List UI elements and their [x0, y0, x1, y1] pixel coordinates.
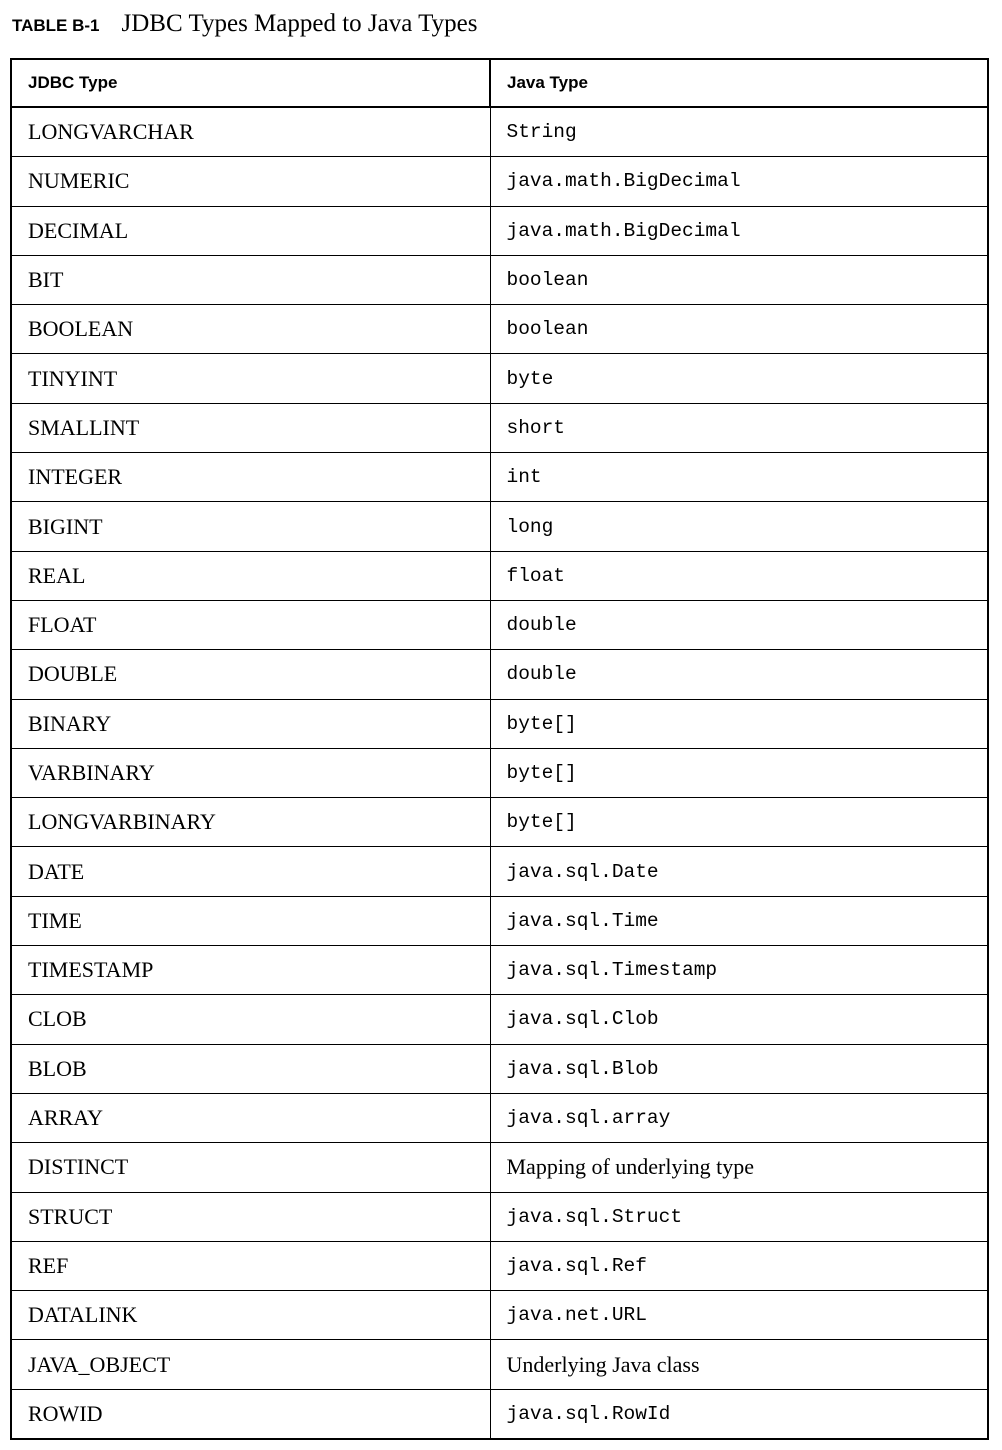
- table-row: [11, 1389, 988, 1439]
- jdbc-type-cell: REAL: [11, 551, 490, 600]
- jdbc-type-cell: ROWID: [11, 1389, 490, 1439]
- java-type-cell: byte[]: [490, 798, 988, 847]
- java-type-cell: byte[]: [490, 699, 988, 748]
- jdbc-type-cell: BOOLEAN: [11, 305, 490, 354]
- jdbc-type-cell: VARBINARY: [11, 748, 490, 797]
- java-type-cell: Mapping of underlying type: [490, 1143, 988, 1192]
- java-type-cell: java.sql.Blob: [490, 1044, 988, 1093]
- table-row: [11, 847, 988, 896]
- jdbc-type-cell: BIGINT: [11, 502, 490, 551]
- java-type-cell: byte[]: [490, 748, 988, 797]
- java-type-cell: double: [490, 650, 988, 699]
- jdbc-type-cell: REF: [11, 1241, 490, 1290]
- java-type-cell: boolean: [490, 255, 988, 304]
- table-row: [11, 255, 988, 304]
- jdbc-type-cell: TIMESTAMP: [11, 946, 490, 995]
- table-row: [11, 1044, 988, 1093]
- jdbc-type-cell: FLOAT: [11, 600, 490, 649]
- java-type-cell: java.net.URL: [490, 1291, 988, 1340]
- java-type-cell: java.sql.Time: [490, 896, 988, 945]
- jdbc-type-cell: STRUCT: [11, 1192, 490, 1241]
- table-row: [11, 748, 988, 797]
- table-row: [11, 1340, 988, 1389]
- jdbc-java-type-table: [10, 58, 989, 1440]
- jdbc-type-cell: DATE: [11, 847, 490, 896]
- table-row: [11, 896, 988, 945]
- jdbc-type-cell: CLOB: [11, 995, 490, 1044]
- java-type-cell: java.sql.RowId: [490, 1389, 988, 1439]
- jdbc-type-cell: NUMERIC: [11, 157, 490, 206]
- header-java-type: Java Type: [490, 59, 988, 107]
- table-row: [11, 107, 988, 157]
- java-type-cell: int: [490, 453, 988, 502]
- java-type-cell: long: [490, 502, 988, 551]
- jdbc-type-cell: INTEGER: [11, 453, 490, 502]
- table-row: [11, 453, 988, 502]
- jdbc-type-cell: ARRAY: [11, 1093, 490, 1142]
- jdbc-type-cell: BINARY: [11, 699, 490, 748]
- table-row: [11, 600, 988, 649]
- jdbc-type-cell: JAVA_OBJECT: [11, 1340, 490, 1389]
- java-type-cell: java.sql.Timestamp: [490, 946, 988, 995]
- table-row: [11, 699, 988, 748]
- table-row: [11, 946, 988, 995]
- jdbc-type-cell: DECIMAL: [11, 206, 490, 255]
- table-row: [11, 502, 988, 551]
- table-row: [11, 157, 988, 206]
- java-type-cell: java.math.BigDecimal: [490, 157, 988, 206]
- table-title: JDBC Types Mapped to Java Types: [121, 10, 478, 37]
- java-type-cell: java.sql.Struct: [490, 1192, 988, 1241]
- jdbc-type-cell: TINYINT: [11, 354, 490, 403]
- java-type-cell: java.math.BigDecimal: [490, 206, 988, 255]
- java-type-cell: short: [490, 403, 988, 452]
- java-type-cell: Underlying Java class: [490, 1340, 988, 1389]
- table-row: [11, 305, 988, 354]
- jdbc-type-cell: DOUBLE: [11, 650, 490, 699]
- table-row: [11, 1143, 988, 1192]
- jdbc-type-cell: BLOB: [11, 1044, 490, 1093]
- table-row: [11, 1192, 988, 1241]
- table-row: [11, 403, 988, 452]
- jdbc-type-cell: TIME: [11, 896, 490, 945]
- jdbc-type-cell: DISTINCT: [11, 1143, 490, 1192]
- header-jdbc-type: JDBC Type: [11, 59, 490, 107]
- jdbc-type-cell: DATALINK: [11, 1291, 490, 1340]
- java-type-cell: float: [490, 551, 988, 600]
- table-row: [11, 1093, 988, 1142]
- java-type-cell: java.sql.Date: [490, 847, 988, 896]
- table-row: [11, 354, 988, 403]
- java-type-cell: java.sql.Clob: [490, 995, 988, 1044]
- jdbc-type-cell: BIT: [11, 255, 490, 304]
- jdbc-type-cell: LONGVARCHAR: [11, 107, 490, 157]
- table-row: [11, 798, 988, 847]
- java-type-cell: java.sql.array: [490, 1093, 988, 1142]
- java-type-cell: boolean: [490, 305, 988, 354]
- java-type-cell: String: [490, 107, 988, 157]
- jdbc-type-cell: LONGVARBINARY: [11, 798, 490, 847]
- table-row: [11, 995, 988, 1044]
- java-type-cell: java.sql.Ref: [490, 1241, 988, 1290]
- table-caption: [12, 10, 478, 38]
- table-row: [11, 1241, 988, 1290]
- jdbc-type-cell: SMALLINT: [11, 403, 490, 452]
- table-row: [11, 551, 988, 600]
- header-row: [11, 59, 988, 107]
- table-row: [11, 206, 988, 255]
- java-type-cell: double: [490, 600, 988, 649]
- table-row: [11, 650, 988, 699]
- java-type-cell: byte: [490, 354, 988, 403]
- table-row: [11, 1291, 988, 1340]
- table-number: TABLE B-1: [12, 16, 100, 35]
